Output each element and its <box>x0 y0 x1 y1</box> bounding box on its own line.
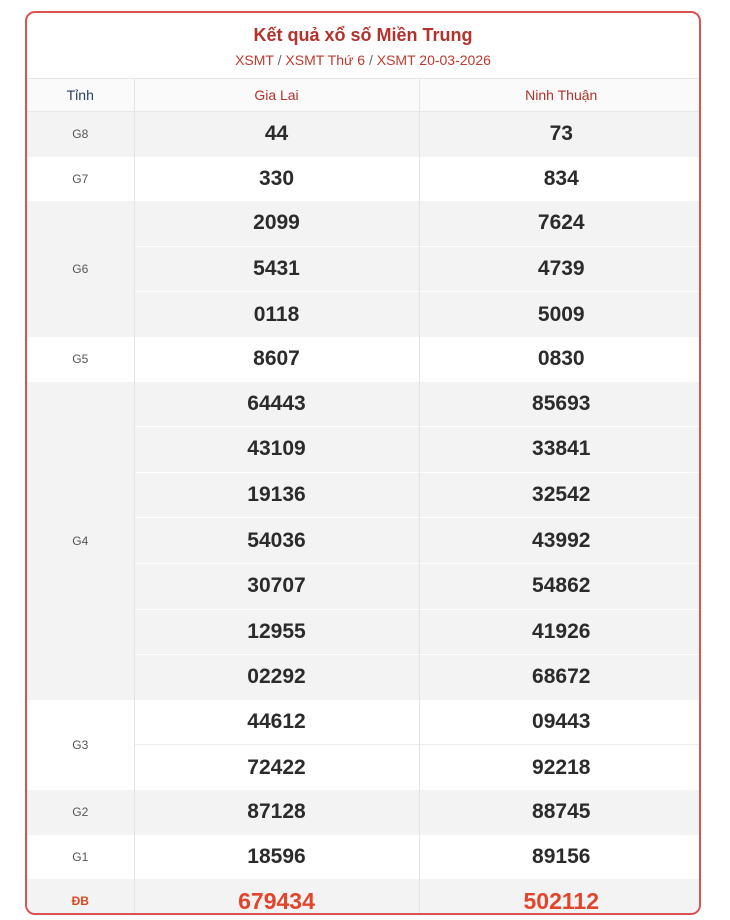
column-header-ninh-thuan: Ninh Thuận <box>419 79 701 112</box>
breadcrumb <box>27 50 699 70</box>
table-row <box>27 790 701 835</box>
results-header <box>27 13 699 78</box>
prize-label: G6 <box>27 201 134 337</box>
prize-number-ninh-thuan: 41926 <box>419 609 701 655</box>
table-row <box>27 835 701 880</box>
prize-number-ninh-thuan: 502112 <box>419 879 701 915</box>
prize-number-ninh-thuan: 92218 <box>419 745 701 790</box>
prize-number-gia-lai: 43109 <box>134 427 419 473</box>
prize-number-ninh-thuan: 834 <box>419 157 701 202</box>
prize-number-gia-lai: 30707 <box>134 563 419 609</box>
prize-number-gia-lai: 5431 <box>134 246 419 292</box>
table-row <box>27 201 701 246</box>
prize-number-gia-lai: 2099 <box>134 201 419 246</box>
table-row <box>27 382 701 427</box>
prize-number-gia-lai: 87128 <box>134 790 419 835</box>
prize-number-ninh-thuan: 89156 <box>419 835 701 880</box>
table-row <box>27 700 701 745</box>
breadcrumb-link-xsmt-thu-6[interactable]: XSMT Thứ 6 <box>285 52 366 68</box>
page-title: Kết quả xổ số Miền Trung <box>253 25 473 45</box>
column-header-province: Tỉnh <box>27 79 134 112</box>
table-row <box>27 112 701 157</box>
results-body <box>27 112 701 916</box>
table-row <box>27 157 701 202</box>
table-row <box>27 879 701 915</box>
breadcrumb-separator: / <box>368 52 373 68</box>
prize-number-ninh-thuan: 68672 <box>419 655 701 700</box>
prize-number-gia-lai: 19136 <box>134 472 419 518</box>
prize-number-gia-lai: 18596 <box>134 835 419 880</box>
prize-number-gia-lai: 02292 <box>134 655 419 700</box>
prize-number-ninh-thuan: 85693 <box>419 382 701 427</box>
breadcrumb-link-xsmt[interactable]: XSMT <box>235 52 274 68</box>
prize-number-ninh-thuan: 54862 <box>419 563 701 609</box>
prize-number-ninh-thuan: 5009 <box>419 292 701 337</box>
column-header-gia-lai: Gia Lai <box>134 79 419 112</box>
prize-label: G2 <box>27 790 134 835</box>
prize-number-ninh-thuan: 4739 <box>419 246 701 292</box>
breadcrumb-link-xsmt-date[interactable]: XSMT 20-03-2026 <box>376 52 491 68</box>
prize-number-ninh-thuan: 32542 <box>419 472 701 518</box>
prize-label: G3 <box>27 700 134 790</box>
prize-number-ninh-thuan: 43992 <box>419 518 701 564</box>
prize-number-gia-lai: 54036 <box>134 518 419 564</box>
prize-number-ninh-thuan: 33841 <box>419 427 701 473</box>
prize-label: G7 <box>27 157 134 202</box>
prize-number-gia-lai: 64443 <box>134 382 419 427</box>
prize-number-gia-lai: 0118 <box>134 292 419 337</box>
prize-number-gia-lai: 679434 <box>134 879 419 915</box>
prize-label: G5 <box>27 337 134 382</box>
prize-number-gia-lai: 330 <box>134 157 419 202</box>
prize-label: ĐB <box>27 879 134 915</box>
prize-label: G8 <box>27 112 134 157</box>
prize-number-ninh-thuan: 88745 <box>419 790 701 835</box>
prize-number-gia-lai: 72422 <box>134 745 419 790</box>
results-card <box>25 11 701 915</box>
table-header-row <box>27 79 701 112</box>
prize-number-ninh-thuan: 09443 <box>419 700 701 745</box>
breadcrumb-separator: / <box>277 52 282 68</box>
prize-number-ninh-thuan: 7624 <box>419 201 701 246</box>
prize-number-gia-lai: 12955 <box>134 609 419 655</box>
prize-number-gia-lai: 8607 <box>134 337 419 382</box>
prize-label: G4 <box>27 382 134 700</box>
prize-number-ninh-thuan: 0830 <box>419 337 701 382</box>
table-row <box>27 337 701 382</box>
prize-number-gia-lai: 44612 <box>134 700 419 745</box>
prize-number-ninh-thuan: 73 <box>419 112 701 157</box>
prize-label: G1 <box>27 835 134 880</box>
results-table <box>27 78 701 915</box>
prize-number-gia-lai: 44 <box>134 112 419 157</box>
